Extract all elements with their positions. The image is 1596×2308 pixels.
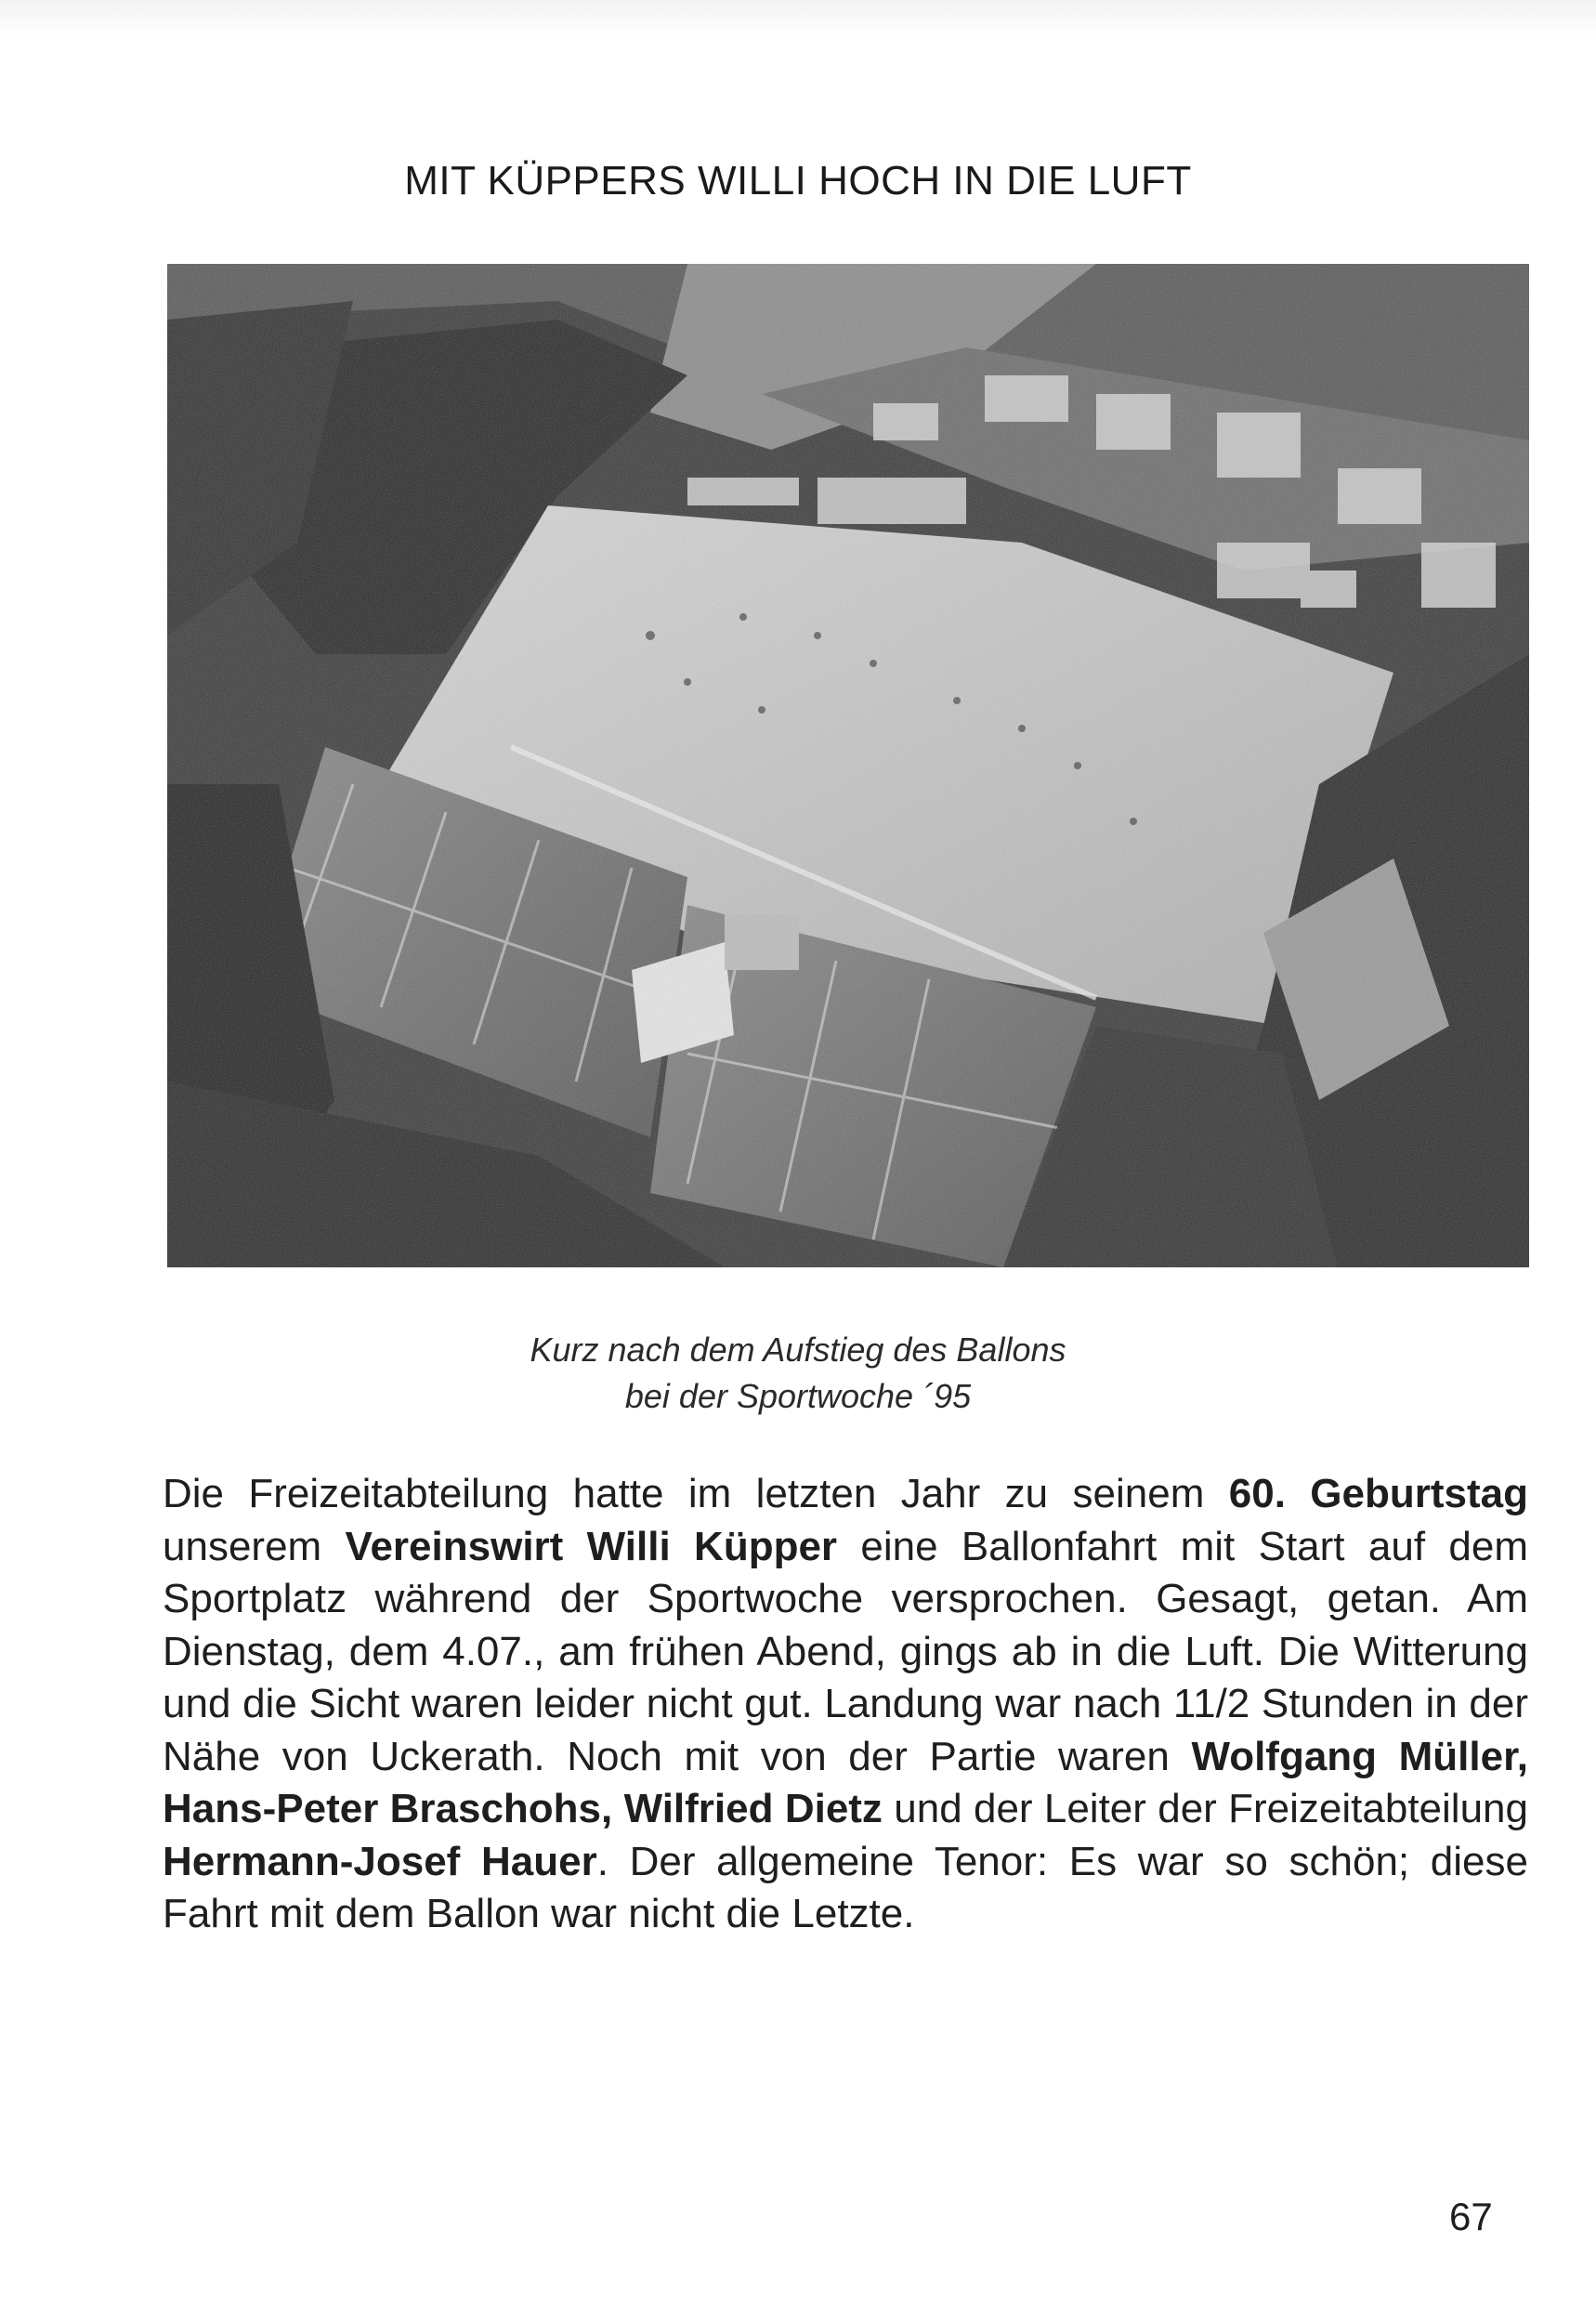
caption-line-1: Kurz nach dem Aufstieg des Ballons	[530, 1331, 1066, 1369]
body-bold-birthday: 60. Geburtstag	[1228, 1471, 1528, 1516]
photo-caption	[0, 1327, 1596, 1420]
body-bold-host: Vereinswirt Willi Küpper	[345, 1523, 838, 1569]
body-text-3: eine Ballonfahrt mit Start auf dem Sportplatz während der Sportwoche versprochen. Gesagt, getan. Am Dienstag, dem 4.07., am frühen Abend, gings ab in die Luft. Die Witterung und die Sicht waren leider nicht gut. Landung war nach 11/2 Stunden in der Nähe von Uckerath. Noch mit von der Partie waren	[163, 1523, 1528, 1779]
article-body	[163, 1468, 1528, 1941]
caption-line-2: bei der Sportwoche ´95	[624, 1377, 972, 1415]
body-text-5: . Der allgemeine Tenor: Es war so schön; diese Fahrt mit dem Ballon war nicht die Letzte.	[163, 1838, 1528, 1936]
body-bold-participants: Wolfgang Müller, Hans-Peter Braschohs, Wilfried Dietz	[163, 1733, 1529, 1831]
body-text-4: und der Leiter der Freizeitabteilung	[882, 1786, 1528, 1831]
aerial-photo-icon	[167, 264, 1529, 1267]
body-text-1: Die Freizeitabteilung hatte im letzten Jahr zu seinem	[163, 1471, 1229, 1516]
page-title: MIT KÜPPERS WILLI HOCH IN DIE LUFT	[404, 158, 1192, 203]
body-bold-leader: Hermann-Josef Hauer	[163, 1838, 597, 1884]
body-text-2: unserem	[163, 1523, 346, 1569]
aerial-photo	[167, 264, 1529, 1267]
page-number: 67	[1449, 2195, 1493, 2238]
